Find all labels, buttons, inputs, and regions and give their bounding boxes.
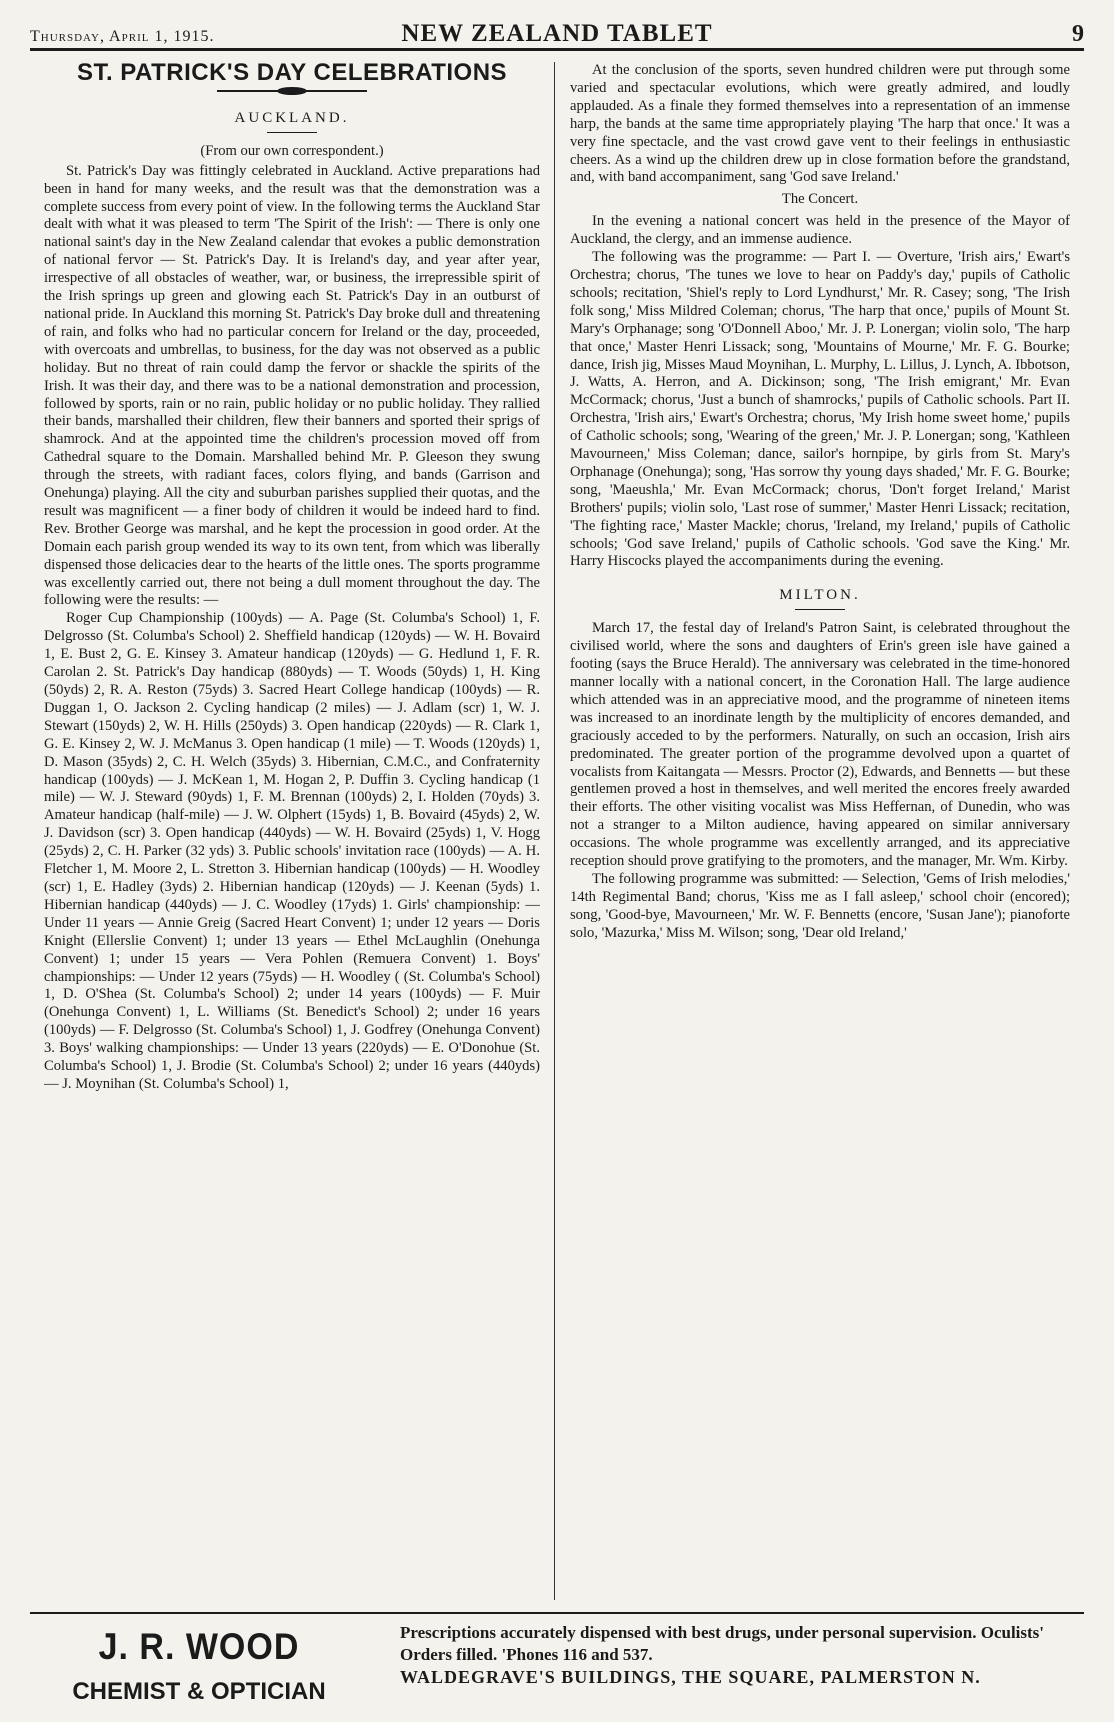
advertiser-name: J. R. WOOD [98,1626,300,1668]
masthead [30,14,1084,51]
paragraph: In the evening a national concert was held in the presence of the Mayor of Auckland, the clergy, and an immense audience. [570,213,1070,248]
advertisement [30,1612,1084,1714]
article-headline: ST. PATRICK'S DAY CELEBRATIONS [76,62,508,86]
article-columns [30,62,1084,1600]
paragraph: March 17, the festal day of Ireland's Patron Saint, is celebrated throughout the civilised world, where the sons and daughters of Erin's green isle have gained a footing (says the Bruce Herald). The anniversary was celebrated in the time-honored manner locally with a national concert, in the Coronation Hall. The large audience which attended was in an appreciative mood, and the programme of nineteen items was increased to an inordinate length by the multiplicity of encores demanded, and graciously acceded to by the performers. Naturally, on such an occasion, Irish airs predominated. The greater portion of the programme devolved upon a quartet of vocalists from Kaitangata — Messrs. Proctor (2), Edwards, and Bennetts — but these gentlemen proved a host in themselves, and well merited the encores freely awarded their efforts. The other visiting vocalist was Miss Heffernan, of Dunedin, who was not a stranger to a Milton audience, having appeared on similar anniversary occasions. The whole programme was excellently arranged, and its appreciative reception should prove gratifying to the promoters, and the manager, Mr. Wm. Kirby. [570,620,1070,870]
paragraph: The following programme was submitted: — Selection, 'Gems of Irish melodies,' 14th Regimental Band; chorus, 'Kiss me as I fall asleep,' school choir (encored); song, 'Good-bye, Mavourneen,' Mr. W. F. Bennetts (encore, 'Susan Jane'); pianoforte solo, 'Mazurka,' Miss M. Wilson; song, 'Dear old Ireland,' [570,870,1070,941]
results-paragraph: Roger Cup Championship (100yds) — A. Page (St. Columba's School) 1, F. Delgrosso (St. Columba's School) 2. Sheffield handicap (120yds) — W. H. Bovaird 1, E. Bust 2, G. E. Kinsey 3. Amateur handicap (120yds) — G. Hedlund 1, F. R. Carolan 2. St. Patrick's Day handicap (880yds) — T. Woods (50yds) 1, H. King (50yds) 2, R. A. Reston (75yds) 3. Sacred Heart College handicap (100yds) — R. Duggan 1, O. Jackson 2. Cycling handicap (2 miles) — J. Adlam (scr) 1, W. J. Stewart (150yds) 2, W. H. Hills (250yds) 3. Open handicap (220yds) — R. Clark 1, G. E. Kinsey 2, W. J. McManus 3. Open handicap (1 mile) — T. Woods (120yds) 1, D. Mason (35yds) 2, C. H. Welch (35yds) 3. Hibernian, C.M.C., and Confraternity handicap (100yds) — J. McKean 1, M. Hogan 2, P. Duffin 3. Cycling handicap (1 mile) — W. J. Steward (90yds) 1, F. M. Brennan (100yds) 2, I. Holden (70yds) 3. Amateur handicap (half-mile) — J. W. Olphert (15yds) 1, B. Bovaird (45yds) 2, W. J. Davidson (scr) 3. Open handicap (440yds) — W. H. Bovaird (25yds) 1, V. Hogg (25yds) 2, C. H. Parker (32 yds) 3. Public schools' invitation race (100yds) — A. H. Fletcher 1, M. Moore 2, L. Stretton 3. Hibernian handicap (100yds) — H. Woodley (scr) 1, E. Hadley (3yds) 2. Hibernian handicap (120yds) — J. Keenan (5yds) 1. Hibernian handicap (440yds) — J. C. Woodley (17yds) 1. Girls' championship: — Under 11 years — Annie Greig (Sacred Heart Convent) 1; under 12 years — Doris Knight (Ellerslie Convent) 1; under 13 years — Ethel McLaughlin (Onehunga Convent) 1; under 15 years — Vera Pohlen (Remuera Convent) 1. Boys' championships: — Under 12 years (75yds) — H. Woodley ( (St. Columba's School) 1, D. O'Shea (St. Columba's School) 2; under 14 years (100yds) — F. Muir (Onehunga Convent) 1, L. Williams (St. Benedict's School) 2; under 16 years (100yds) — F. Delgrosso (St. Columba's School) 1, J. Godfrey (Onehunga Convent) 3. Boys' walking championships: — Under 13 years (220yds) — E. O'Donohue (St. Columba's School) 1, J. Brodie (St. Columba's School) 2; under 16 years (440yds) — J. Moynihan (St. Columba's School) 1, [44,610,540,1092]
section-heading-milton: MILTON. [779,587,861,604]
advert-address: WALDEGRAVE'S BUILDINGS, THE SQUARE, PALMERSTON N. [400,1667,981,1687]
paragraph: At the conclusion of the sports, seven hundred children were put through some varied and spectacular evolutions, which were greatly admired, and loudly applauded. As a finale they formed themselves into a representation of an immense harp, the bands at the same time appropriately playing 'The harp that once.' It was a very fine spectacle, and the vast crowd gave vent to their feelings in enthusiastic cheers. As a wind up the children drew up in close formation before the grandstand, and, with band accompaniment, sang 'God save Ireland.' [570,62,1070,186]
section-divider [267,132,317,133]
column-right [570,62,1070,1600]
subheading-concert: The Concert. [781,191,859,208]
ornament-divider [217,90,367,92]
advert-text [400,1622,1080,1688]
advertiser-trade: CHEMIST & OPTICIAN [72,1678,326,1705]
advert-line: Prescriptions accurately dispensed with best drugs, under personal supervision. Oculists' Orders filled. 'Phones 116 and 537. [400,1623,1045,1664]
newspaper-page [30,14,1084,1714]
section-heading-auckland: AUCKLAND. [234,109,350,126]
paragraph: St. Patrick's Day was fittingly celebrated in Auckland. Active preparations had been in hand for many weeks, and the result was that the demonstration was a complete success from every point of view. In the following terms the Auckland Star dealt with what it was pleased to term 'The Spirit of the Irish': — There is only one national saint's day in the New Zealand calendar that evokes a public demonstration of national fervor — St. Patrick's Day. It is Ireland's day, and year after year, irrespective of all obstacles of weather, war, or business, the irrepressible spirit of the Irish springs up green and glowing each St. Patrick's Day in an outburst of national pride. In Auckland this morning St. Patrick's Day broke dull and threatening of rain, and folks who had no particular concern for Ireland or the day, proceeded, with overcoats and umbrellas, to business, for the day was not observed as a public holiday. But no threat of rain could damp the fervor or shackle the spirits of the Irish. It was their day, and there was to be a national demonstration and procession, followed by sports, rain or no rain, public holiday or no public holiday. They rallied their bands, marshalled their children, flew their banners and sported their sprigs of shamrock. And at the appointed time the children's procession moved off from Cathedral square to the Domain. Marshalled behind Mr. P. Gleeson they swung through the streets, with radiant faces, colors flying, and bands (Garrison and Onehunga) playing. All the city and suburban parishes supplied their quotas, and the result was magnificent — a finer body of children it would be indeed hard to find. Rev. Brother George was marshal, and he kept the procession in good order. At the Domain each parish group wended its way to its own tent, from which was liberally dispensed those delicacies dear to the hearts of the little ones. The sports programme was excellently carried out, there not being a dull moment throughout the day. The following were the results: — [44,162,540,609]
column-rule [554,62,555,1600]
issue-date: Thursday, April 1, 1915. [30,28,215,45]
page-number: 9 [1072,21,1084,47]
newspaper-title: NEW ZEALAND TABLET [401,20,713,47]
programme-paragraph: The following was the programme: — Part I. — Overture, 'Irish airs,' Ewart's Orchestra; chorus, 'The tunes we love to hear on Paddy's day,' pupils of Catholic schools; recitation, 'Shiel's reply to Lord Lyndhurst,' Mr. R. Casey; song, 'The Irish folk song,' Miss Mildred Coleman; chorus, 'The harp that once,' pupils of Mount St. Mary's Orphanage; song 'O'Donnell Aboo,' Mr. J. P. Lonergan; violin solo, 'The harp that once,' Master Henri Lissack; song, 'Mountains of Mourne,' Mr. F. G. Bourke; dance, Irish jig, Misses Maud Moynihan, L. Murphy, L. Lillus, J. Lynch, A. Ibbotson, J. Watts, A. Herron, and A. Dickinson; song, 'The Irish emigrant,' Mr. Evan McCormack; chorus, 'Just a bunch of shamrocks,' pupils of Catholic schools. Part II. Orchestra, 'Irish airs,' Ewart's Orchestra; chorus, 'My Irish home sweet home,' pupils of Catholic schools; song, 'Wearing of the green,' Mr. J. P. Lonergan; song, 'Kathleen Mavourneen,' Miss Coleman; dance, sailor's hornpipe, by girls from St. Mary's Orphanage (Onehunga); song, 'Has sorrow thy young days shaded,' Mr. F. G. Bourke; song, 'Maeushla,' Mr. Evan McCormack; chorus, 'Don't forget Ireland,' Marist Brothers' pupils; violin solo, 'Last rose of summer,' Master Henri Lissack; recitation, 'The fighting race,' Master Mackle; chorus, 'Ireland, my Ireland,' pupils of Catholic schools; 'God save Ireland,' pupils of Catholic schools. 'God save the King.' Mr. Harry Hiscocks played the accompaniments during the evening. [570,249,1070,570]
byline: (From our own correspondent.) [200,142,384,159]
section-divider [795,609,845,610]
column-left [44,62,540,1600]
